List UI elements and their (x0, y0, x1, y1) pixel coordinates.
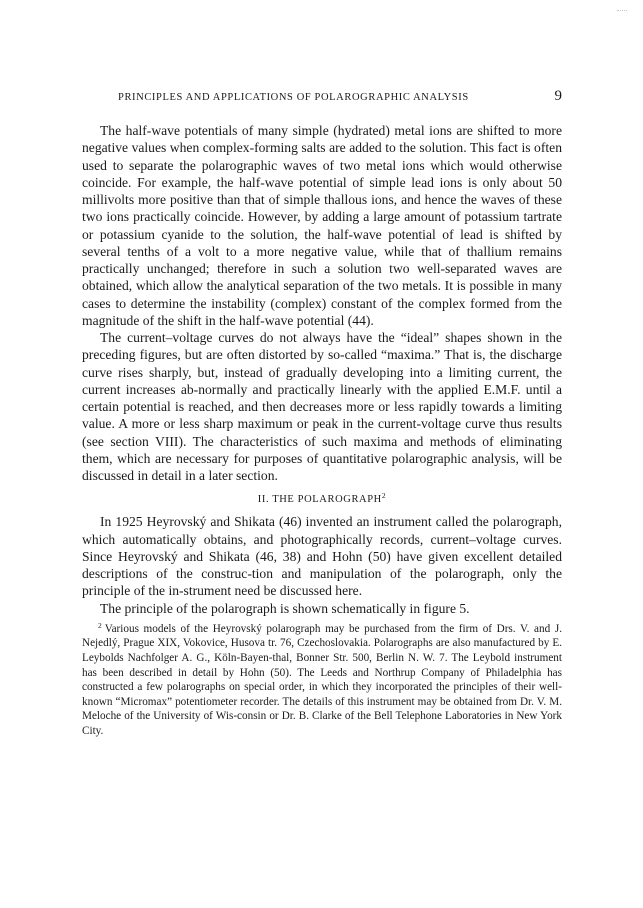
page (82, 88, 562, 739)
running-head (82, 88, 562, 110)
paragraph: In 1925 Heyrovský and Shikata (46) invented an instrument called the polarograph, which automatically obtains, and photographically records, current–voltage curves. Since Heyrovský and Shikata (46, 38) and Hohn (50) have given excellent detailed descriptions of the construc-tion and manipulation of the polarograph, only the principle of the in-strument need be discussed here. (82, 514, 562, 599)
paragraph: The principle of the polarograph is shown schematically in figure 5. (100, 600, 470, 616)
footnote (82, 622, 562, 739)
footnote-ref: 2 (381, 491, 387, 501)
paragraph: The half-wave potentials of many simple (hydrated) metal ions are shifted to more negative values when complex-forming salts are added to the solution. This fact is often used to separate the polarographic waves of two metal ions which would otherwise coincide. For example, the half-wave potential of simple lead ions is only about 50 millivolts more positive than that of simple thallous ions, and hence the waves of these two ions practically coincide. However, by adding a large amount of potassium tartrate or potassium cyanide to the solution, the half-wave potential of lead is shifted by several tenths of a volt to a more negative value, while that of thallium remains practically unchanged; therefore in such a solution two well-separated waves are obtained, which allow the analytical separation of the two metals. It is possible in many cases to determine the instability (complex) constant of the complex formed from the magnitude of the shift in the half-wave potential (44). (82, 123, 562, 328)
section-heading-text: II. THE POLAROGRAPH (257, 494, 382, 506)
footnote-marker: 2 (98, 620, 102, 630)
scan-speck (617, 10, 627, 14)
footnote-text: Various models of the Heyrovský polarograph may be purchased from the firm of Drs. V. and J. Nejedlý, Prague XIX, Vokovice, Husova tr. 76, Czechoslovakia. Polarographs are also manufactured by E. Leybolds Nachfolger A. G., Köln-Bayen-thal, Bonner Str. 500, Berlin N. W. 7. The Leybold instrument has been described in detail by Hohn (50). The Leeds and Northrup Company of Philadelphia has constructed a few polarographs on special order, in which they incorporated the principles of their well-known “Micromax” potentiometer recorder. The details of this instrument may be obtained from Dr. V. M. Meloche of the University of Wis-consin or Dr. B. Clarke of the Bell Telephone Laboratories in New York City. (82, 622, 562, 737)
section-heading (82, 493, 562, 507)
body-text (82, 122, 562, 617)
page-number: 9 (554, 88, 562, 104)
running-title: PRINCIPLES AND APPLICATIONS OF POLAROGRAPHIC ANALYSIS (118, 92, 469, 103)
paragraph: The current–voltage curves do not always have the “ideal” shapes shown in the preceding figures, but are often distorted by so-called “maxima.” That is, the discharge curve rises sharply, but, instead of gradually developing into a limiting current, the current increases ab-normally and practically linearly with the applied E.M.F. until a certain potential is reached, and then decreases more or less rapidly towards a limiting value. A more or less sharp maximum or peak in the current-voltage curve thus results (see section VIII). The characteristics of such maxima and methods of eliminating them, which are necessary for purposes of quantitative polarographic analysis, will be discussed in detail in a later section. (82, 330, 562, 483)
